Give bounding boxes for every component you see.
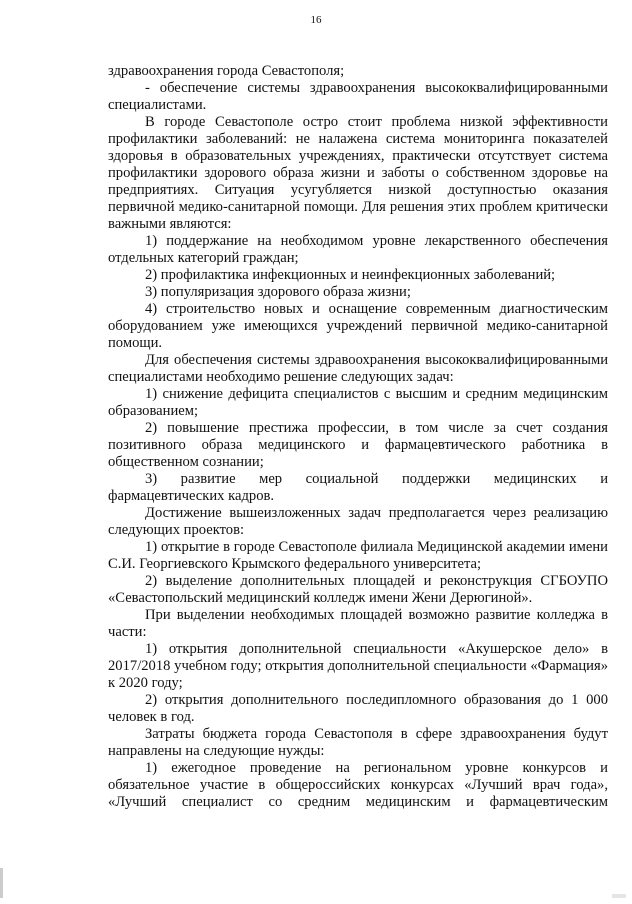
list-item: 1) открытия дополнительной специальности «Акушерское дело» в 2017/2018 учебном году; открытия дополнительной специальности «Фармация» к 2020 году; (108, 641, 608, 691)
list-item: 1) снижение дефицита специалистов с высшим и средним медицинским образованием; (108, 386, 608, 419)
scan-corner-mark (612, 894, 626, 898)
list-item: 2) профилактика инфекционных и неинфекционных заболеваний; (145, 267, 556, 283)
list-item: 1) ежегодное проведение на региональном уровне конкурсов и обязательное участие в общероссийских конкурсах «Лучший врач года», «Лучший специалист со средним медицинским и фармацевтическим (108, 760, 608, 810)
list-item: 3) развитие мер социальной поддержки медицинских и фармацевтических кадров. (108, 471, 608, 504)
list-item: 1) поддержание на необходимом уровне лекарственного обеспечения отдельных категорий граждан; (108, 233, 608, 266)
paragraph: Для обеспечения системы здравоохранения высококвалифицированными специалистами необходимо решение следующих задач: (108, 352, 608, 385)
list-item: 2) повышение престижа профессии, в том числе за счет создания позитивного образа медицинского и фармацевтического работника в общественном сознании; (108, 420, 608, 470)
document-body (108, 63, 608, 811)
list-item: 4) строительство новых и оснащение современным диагностическим оборудованием уже имеющихся учреждений первичной медико-санитарной помощи. (108, 301, 608, 351)
paragraph: здравоохранения города Севастополя; (108, 63, 345, 79)
paragraph: Затраты бюджета города Севастополя в сфере здравоохранения будут направлены на следующие нужды: (108, 726, 608, 759)
paragraph: При выделении необходимых площадей возможно развитие колледжа в части: (108, 607, 608, 640)
list-item: 2) выделение дополнительных площадей и реконструкция СГБОУПО «Севастопольский медицинский колледж имени Жени Дерюгиной». (108, 573, 608, 606)
bullet-item: - обеспечение системы здравоохранения высококвалифицированными специалистами. (108, 80, 608, 113)
list-item: 2) открытия дополнительного последипломного образования до 1 000 человек в год. (108, 692, 608, 725)
page-number: 16 (310, 14, 322, 26)
list-item: 1) открытие в городе Севастополе филиала Медицинской академии имени С.И. Георгиевского Крымского федерального университета; (108, 539, 608, 572)
scan-edge-mark (0, 868, 3, 898)
paragraph: Достижение вышеизложенных задач предполагается через реализацию следующих проектов: (108, 505, 608, 538)
paragraph: В городе Севастополе остро стоит проблема низкой эффективности профилактики заболеваний: не налажена система мониторинга показателей здоровья в образовательных учреждениях, практически отсутствует система профилактики здорового образа жизни и заботы о собственном здоровье на предприятиях. Ситуация усугубляется низкой доступностью оказания первичной медико-санитарной помощи. Для решения этих проблем критически важными являются: (108, 114, 608, 232)
list-item: 3) популяризация здорового образа жизни; (145, 284, 411, 300)
